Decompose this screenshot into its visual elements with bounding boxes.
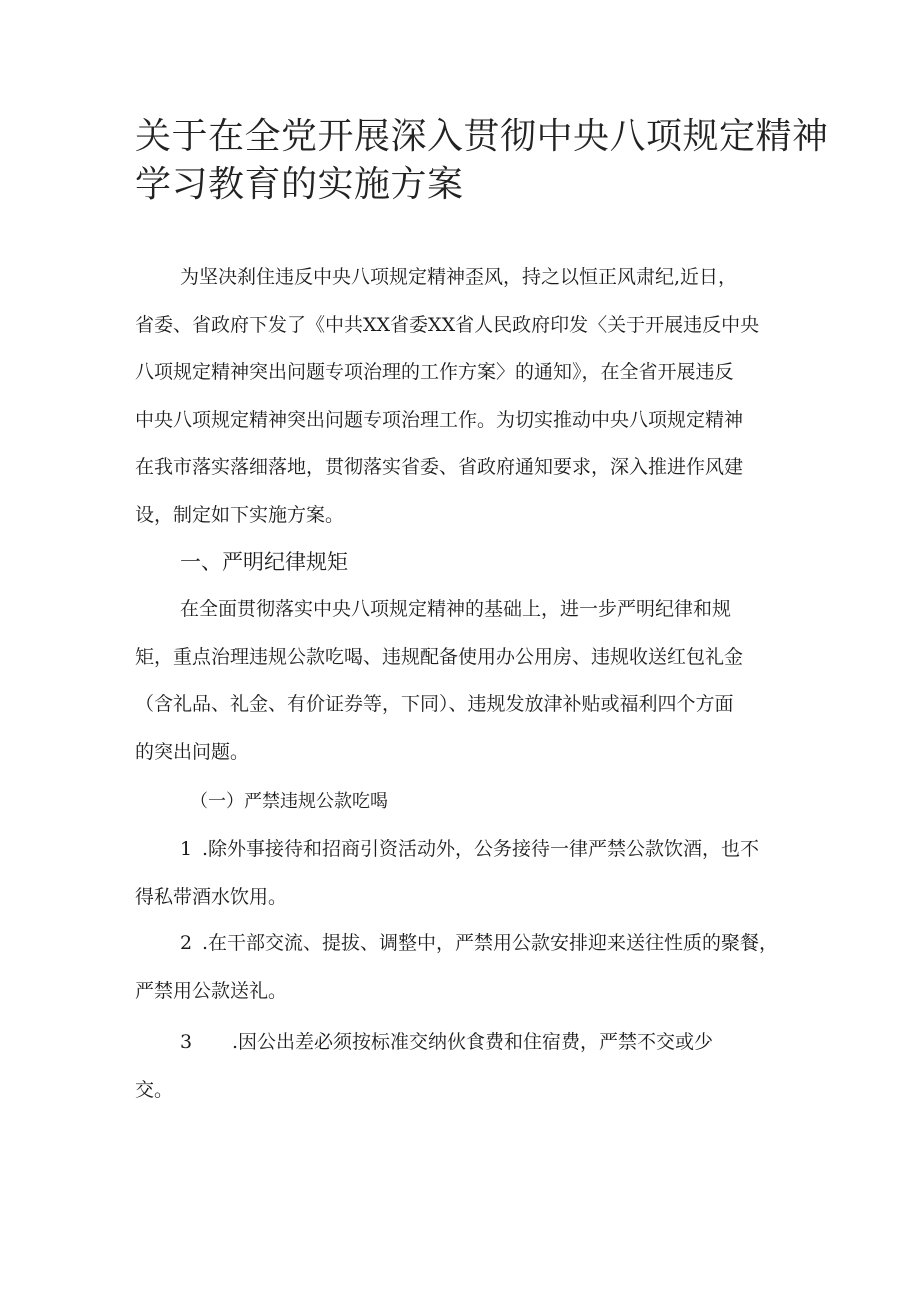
section-1-heading: 一、严明纪律规矩 [180, 550, 348, 574]
item-1-line-1 [135, 826, 795, 874]
item-1-number: 1 [180, 838, 193, 860]
subsection-heading [190, 778, 850, 826]
intro-line-1: 为坚决刹住违反中央八项规定精神歪风，持之以恒正风肃纪,近日， [180, 266, 738, 288]
section-1-line-3: （含礼品、礼金、有价证券等，下同）、违规发放津补贴或福利四个方面 [135, 693, 734, 715]
intro-line-5: 在我市落实落细落地，贯彻落实省委、省政府通知要求，深入推进作风建 [135, 456, 744, 478]
intro-line-6: 设，制定如下实施方案。 [135, 503, 345, 526]
section-1-line-1: 在全面贯彻落实中央八项规定精神的基础上，进一步严明纪律和规 [180, 598, 732, 620]
intro-paragraph [135, 254, 795, 539]
intro-line-2: 省委、省政府下发了《中共XX省委XX省人民政府印发〈关于开展违反中央 [135, 313, 760, 336]
intro-line-4: 中央八项规定精神突出问题专项治理工作。为切实推动中央八项规定精神 [135, 408, 744, 431]
item-3-number: 3 [180, 1031, 193, 1053]
item-2-line-1 [135, 920, 795, 968]
item-2-text: .在干部交流、提拔、调整中，严禁用公款安排迎来送往性质的聚餐， [202, 932, 779, 954]
document-title [135, 113, 829, 209]
section-heading [180, 539, 840, 587]
item-2-number: 2 [180, 932, 193, 954]
title-line-1: 关于在全党开展深入贯彻中央八项规定精神 [135, 116, 829, 157]
title-line-2: 学习教育的实施方案 [135, 164, 464, 205]
item-3-text: .因公出差必须按标准交纳伙食费和住宿费，严禁不交或少 [232, 1031, 714, 1053]
list-item [135, 1019, 795, 1114]
subsection-1-heading: （一）严禁违规公款吃喝 [190, 791, 388, 812]
item-3-line-1 [135, 1019, 795, 1067]
section-1-line-4: 的突出问题。 [135, 740, 250, 763]
list-item [135, 826, 795, 921]
item-3-line-2: 交。 [135, 1078, 174, 1101]
item-2-line-2: 严禁用公款送礼。 [135, 979, 288, 1002]
intro-line-3: 八项规定精神突出问题专项治理的工作方案〉的通知》，在全省开展违反 [135, 361, 734, 383]
item-1-line-2: 得私带酒水饮用。 [135, 885, 288, 908]
section-1-paragraph [135, 586, 795, 776]
section-1-line-2: 矩，重点治理违规公款吃喝、违规配备使用办公用房、违规收送红包礼金 [135, 645, 744, 668]
list-item [135, 920, 795, 1015]
item-1-text: .除外事接待和招商引资活动外，公务接待一律严禁公款饮酒，也不 [202, 838, 760, 860]
